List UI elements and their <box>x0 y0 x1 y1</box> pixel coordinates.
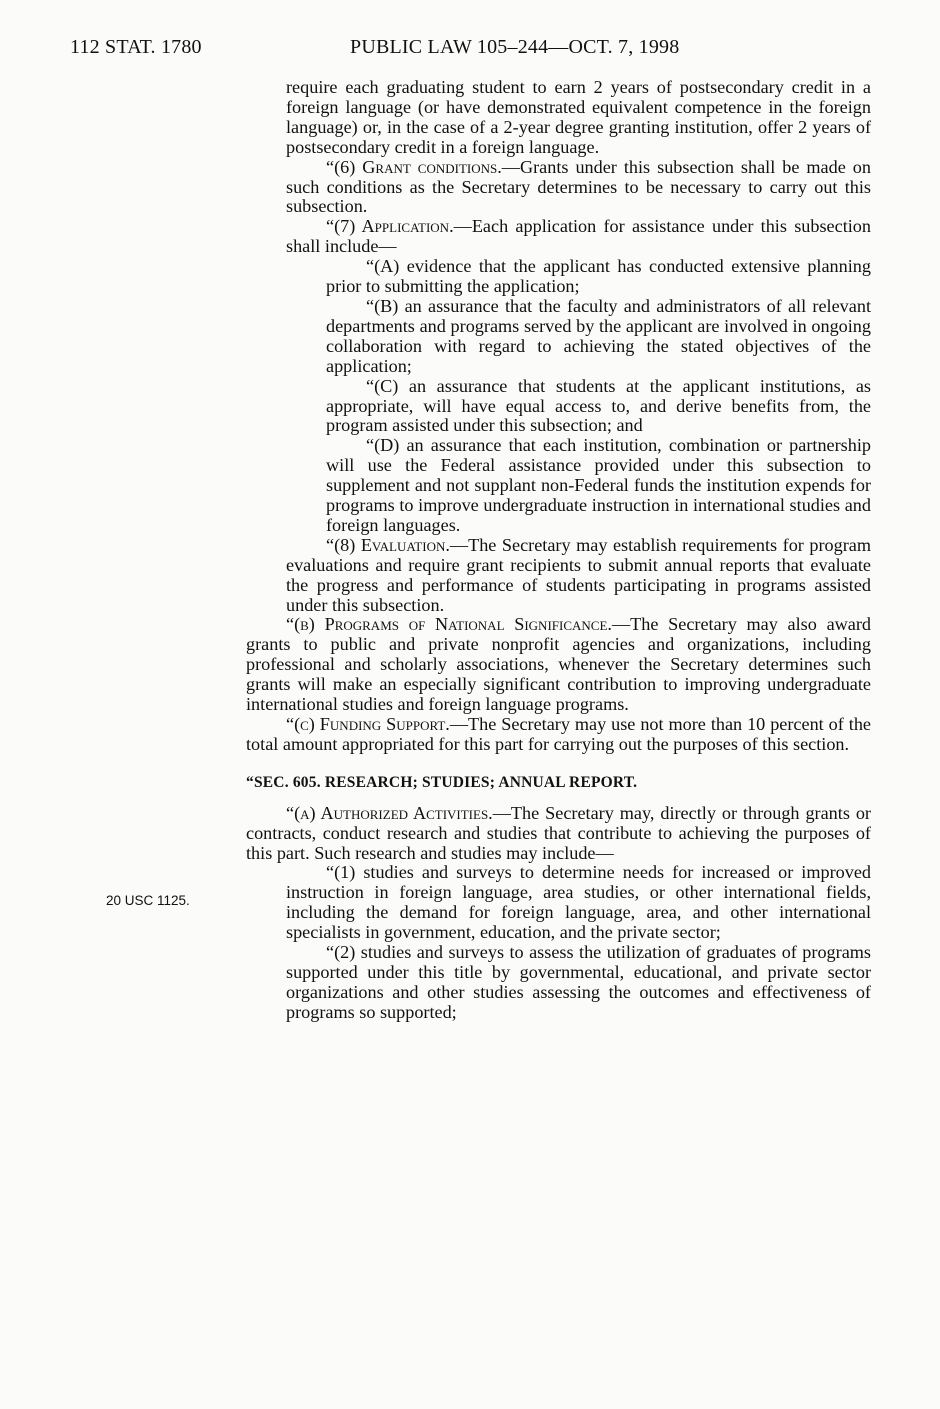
subparagraph-a: “(A) evidence that the applicant has conducted extensive planning prior to submitting the application; <box>326 256 871 297</box>
subparagraph-c: “(C) an assurance that students at the applicant institutions, as appropriate, will have equal access to, and derive benefits from, the program assisted under this subsection; and <box>326 375 871 436</box>
paragraph-7-heading: “(7) Application. <box>326 216 454 237</box>
body-text <box>246 78 871 1023</box>
subparagraph-b: “(B) an assurance that the faculty and administrators of all relevant departments and programs served by the applicant are involved in ongoing collaboration with regard to achieving the stated objectives of the application; <box>326 295 871 376</box>
paragraph-6-heading: “(6) Grant conditions. <box>326 156 502 177</box>
paragraph-6 <box>246 158 871 218</box>
paragraph-2: “(2) studies and surveys to assess the utilization of graduates of programs supported under this title by governmental, educational, and private sector organizations and other studies assessing the outcomes and effectiveness of programs so supported; <box>286 942 871 1022</box>
section-gap <box>246 755 871 773</box>
subsection-c <box>246 715 871 755</box>
subsection-a <box>246 804 871 864</box>
subsection-c-body: —The Secretary may use not more than 10 percent of the total amount appropriated for this part for carrying out the purposes of this section. <box>246 714 871 754</box>
paragraph-continuation: require each graduating student to earn 2 years of postsecondary credit in a foreign language (or have demonstrated equivalent competence in the foreign language) or, in the case of a 2-year degree granting institution, offer 2 years of postsecondary credit in a foreign language. <box>286 77 871 157</box>
paragraph-7 <box>246 217 871 257</box>
public-law-reference: PUBLIC LAW 105–244—OCT. 7, 1998 <box>350 36 680 58</box>
paragraph-8-heading: “(8) Evaluation. <box>326 534 450 555</box>
subsection-b <box>246 615 871 715</box>
paragraph-8-body: —The Secretary may establish requirements for program evaluations and require grant recipients to submit annual reports that evaluate the progress and performance of students participating in programs assisted under this subsection. <box>286 534 871 615</box>
paragraph-1: “(1) studies and surveys to determine needs for increased or improved instruction in foreign language, area studies, or other international fields, including the demand for foreign language, area, and other international specialists in government, education, and the private sector; <box>286 862 871 943</box>
subparagraph-d: “(D) an assurance that each institution, combination or partnership will use the Federal assistance provided under this subsection to supplement and not supplant non-Federal funds the institution expends for programs to improve undergraduate instruction in international studies and foreign languages. <box>326 435 871 535</box>
paragraph-6-body: —Grants under this subsection shall be made on such conditions as the Secretary determines to be necessary to carry out this subsection. <box>286 156 871 217</box>
subsection-c-heading: “(c) Funding Support. <box>286 714 450 734</box>
subsection-a-heading: “(a) Authorized Activities. <box>286 802 493 823</box>
subsection-b-body: —The Secretary may also award grants to public and private nonprofit agencies and organizations, including professional and scholarly associations, whenever the Secretary determines such grants will make an especially significant contribution to improving undergraduate international studies and foreign language programs. <box>246 614 872 715</box>
margin-citation: 20 USC 1125. <box>106 893 190 908</box>
stat-reference: 112 STAT. 1780 <box>70 36 202 58</box>
section-605-heading: “SEC. 605. RESEARCH; STUDIES; ANNUAL REPORT. <box>246 773 638 791</box>
paragraph-7-body: —Each application for assistance under this subsection shall include— <box>286 216 871 257</box>
subsection-a-body: —The Secretary may, directly or through grants or contracts, conduct research and studies that contribute to achieving the purposes of this part. Such research and studies may include— <box>246 802 871 863</box>
subsection-b-heading: “(b) Programs of National Significance. <box>286 614 612 635</box>
paragraph-8 <box>246 536 871 616</box>
